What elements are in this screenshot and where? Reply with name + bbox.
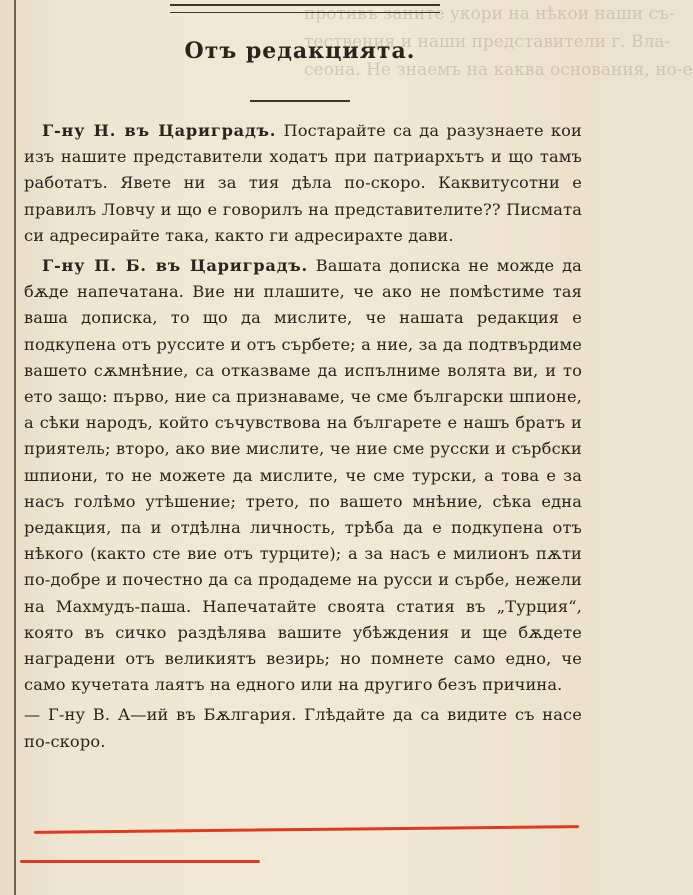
article-column bbox=[24, 118, 582, 755]
bleed-line: сеона. Не знаемъ на каква основания, но-е bbox=[304, 60, 693, 80]
addressee-2: Г-ну П. Б. въ Цариградъ. bbox=[42, 256, 308, 276]
section-heading: Отъ редакцията. bbox=[184, 38, 416, 64]
paragraph-2-text: Вашата дописка не можде да бѫде напечатана. Вие ни плашите, че ако не помѣстиме тая ваша дописка, то що да мислите, че нашата редакция е подкупена отъ руссите и отъ сърбете; а ние, за да подтвърдиме вашето сѫмнѣние, са отказваме да испълниме волята ви, и то ето защо: първо, ние са признаваме, че сме български шпионе, а сѣки народъ, който съчувствова на българете е нашъ братъ и приятель; второ, ако вие мислите, че ние сме русски и сърбски шпиони, то не можете да мислите, че сме турски, а това е за насъ голѣмо утѣшение; трето, по вашето мнѣние, сѣка една редакция, па и отдѣлна личность, трѣба да е подкупена отъ нѣкого (както сте вие отъ турците); а за насъ е милионъ пѫти по-добре и почестно да са продадеме на русси и сърбе, нежели на Махмудъ-паша. Напечатайте своята статия въ „Турция“, която въ сичко раздѣлява вашите убѣждения и ще бѫдете наградени отъ великиятъ везирь; но помнете само едно, че само кучетата лаятъ на едного или на другиго безъ причина. bbox=[24, 256, 582, 695]
paragraph-2 bbox=[24, 253, 582, 698]
final-note: — Г-ну В. А—ий въ Бѫлгария. Глѣдайте да са видите съ насе по-скоро. bbox=[24, 705, 582, 751]
paragraph-1-text: Постарайте са да разузнаете кои изъ нашите представители ходатъ при патриархътъ и що тамъ работатъ. Явете ни за тия дѣла по-скоро. Каквитусотни е правилъ Ловчу и що е говорилъ на представителите?? Писмата си адресирайте така, както ги адресирахте дави. bbox=[24, 121, 582, 245]
addressee-1: Г-ну Н. въ Цариградъ. bbox=[42, 121, 277, 140]
column-divider bbox=[14, 0, 16, 895]
bleed-line: противъ заните укори на нѣкои наши съ- bbox=[304, 4, 675, 24]
red-underline bbox=[20, 860, 260, 863]
heading-rule bbox=[250, 100, 350, 102]
red-underline bbox=[34, 825, 579, 834]
paragraph-1 bbox=[24, 118, 582, 249]
section-top-rule bbox=[170, 4, 440, 13]
bleed-line: тествения и наши представители г. Вла- bbox=[304, 32, 671, 52]
